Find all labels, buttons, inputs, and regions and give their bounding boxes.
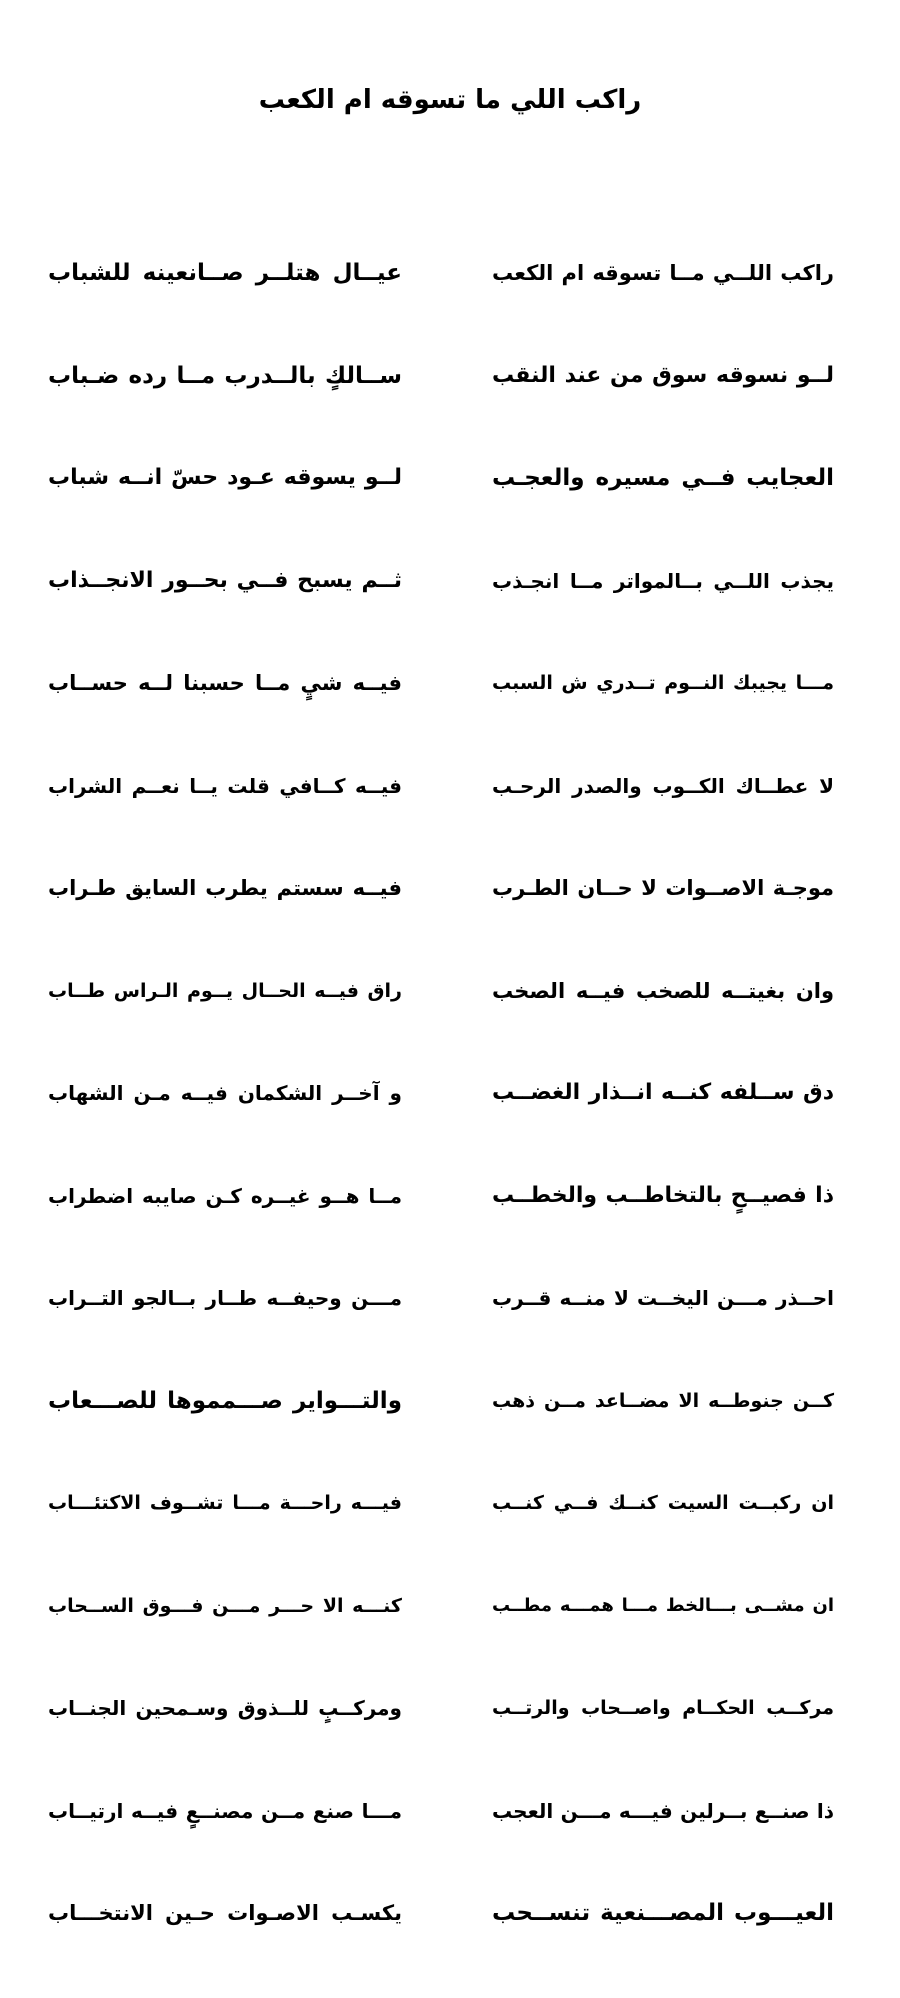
verse-row <box>0 1888 900 1991</box>
second-hemistich: فيـــه راحـــة مـــا تشــوف الاكتئـــاب <box>48 1492 402 1514</box>
second-hemistich: فيــه سستم يطرب السايق طـراب <box>48 876 402 900</box>
verse-row <box>0 1068 900 1171</box>
second-hemistich: عيــال هتلــر صــانعينه للشباب <box>48 260 402 286</box>
second-hemistich: مــا هــو غيــره كـن صايبه اضطراب <box>48 1183 402 1208</box>
first-hemistich: لــو نسوقه سوق من عند النقب <box>492 362 834 388</box>
verse-row <box>0 658 900 761</box>
second-hemistich: ثــم يسبح فــي بحــور الانجــذاب <box>48 567 402 593</box>
first-hemistich: العيـــوب المصـــنعية تنســحب <box>492 1900 834 1926</box>
first-hemistich: دق ســلفه كنــه انــذار الغضــب <box>492 1080 834 1105</box>
second-hemistich: مـــا صنع مــن مصنــعٍ فيــه ارتيــاب <box>48 1798 402 1823</box>
verse-row <box>0 1683 900 1786</box>
second-hemistich: لــو يسوقه عـود حسّ انــه شباب <box>48 465 402 490</box>
verse-row <box>0 248 900 351</box>
verse-row <box>0 966 900 1069</box>
second-hemistich: و آخــر الشكمان فيــه مـن الشهاب <box>48 1081 402 1105</box>
second-hemistich: والتـــواير صـــمموها للصـــعاب <box>48 1387 402 1414</box>
first-hemistich: مركــب الحكــام واصــحاب والرتــب <box>492 1697 834 1719</box>
first-hemistich: مـــا يجيبك النــوم تــدري ش السبب <box>492 672 834 694</box>
verse-row <box>0 1273 900 1376</box>
verse-row <box>0 453 900 556</box>
second-hemistich: فيــه كــافي قلت يــا نعــم الشراب <box>48 773 402 798</box>
first-hemistich: احــذر مـــن اليخــت لا منــه قــرب <box>492 1286 834 1310</box>
first-hemistich: موجـة الاصــوات لا حــان الطـرب <box>492 876 834 900</box>
second-hemistich: مـــن وحيفــه طــار بــالجو التــراب <box>48 1286 402 1310</box>
verse-row <box>0 1376 900 1479</box>
second-hemistich: كنـــه الا حـــر مـــن فـــوق الســحاب <box>48 1594 402 1617</box>
verse-list <box>0 248 900 1991</box>
first-hemistich: راكب اللــي مــا تسوقه ام الكعب <box>492 261 834 285</box>
first-hemistich: يجذب اللــي بــالمواتر مــا انجـذب <box>492 568 834 593</box>
verse-row <box>0 1478 900 1581</box>
verse-row <box>0 761 900 864</box>
first-hemistich: لا عطــاك الكــوب والصدر الرحـب <box>492 773 834 798</box>
second-hemistich: يكسـب الاصـوات حـين الانتخـــاب <box>48 1901 402 1925</box>
first-hemistich: ان مشــى بـــالخط مـــا همـــه مطــب <box>492 1594 834 1616</box>
verse-row <box>0 1786 900 1889</box>
first-hemistich: ذا صنــع بــرلين فيـــه مـــن العجب <box>492 1798 834 1823</box>
second-hemistich: راق فيــه الحــال يــوم الـراس طــاب <box>48 979 402 1002</box>
poem-title: راكب اللي ما تسوقه ام الكعب <box>258 85 642 115</box>
verse-row <box>0 1171 900 1274</box>
verse-row <box>0 556 900 659</box>
first-hemistich: ان ركبــت السيت كنــك فــي كنــب <box>492 1492 834 1514</box>
first-hemistich: وان بغيتــه للصخب فيــه الصخب <box>492 978 834 1003</box>
second-hemistich: فيــه شيٍ مــا حسبنا لــه حســاب <box>48 671 402 695</box>
verse-row <box>0 351 900 454</box>
first-hemistich: العجايب فــي مسيره والعجـب <box>492 465 834 491</box>
verse-row <box>0 863 900 966</box>
first-hemistich: ذا فصيــحٍ بالتخاطــب والخطــب <box>492 1182 834 1208</box>
second-hemistich: ســالكٍ بالــدرب مــا رده ضـباب <box>48 362 402 389</box>
second-hemistich: ومركــبٍ للــذوق وسـمحين الجنــاب <box>48 1696 402 1720</box>
first-hemistich: كــن جنوطــه الا مضــاعد مــن ذهب <box>492 1389 834 1412</box>
verse-row <box>0 1581 900 1684</box>
